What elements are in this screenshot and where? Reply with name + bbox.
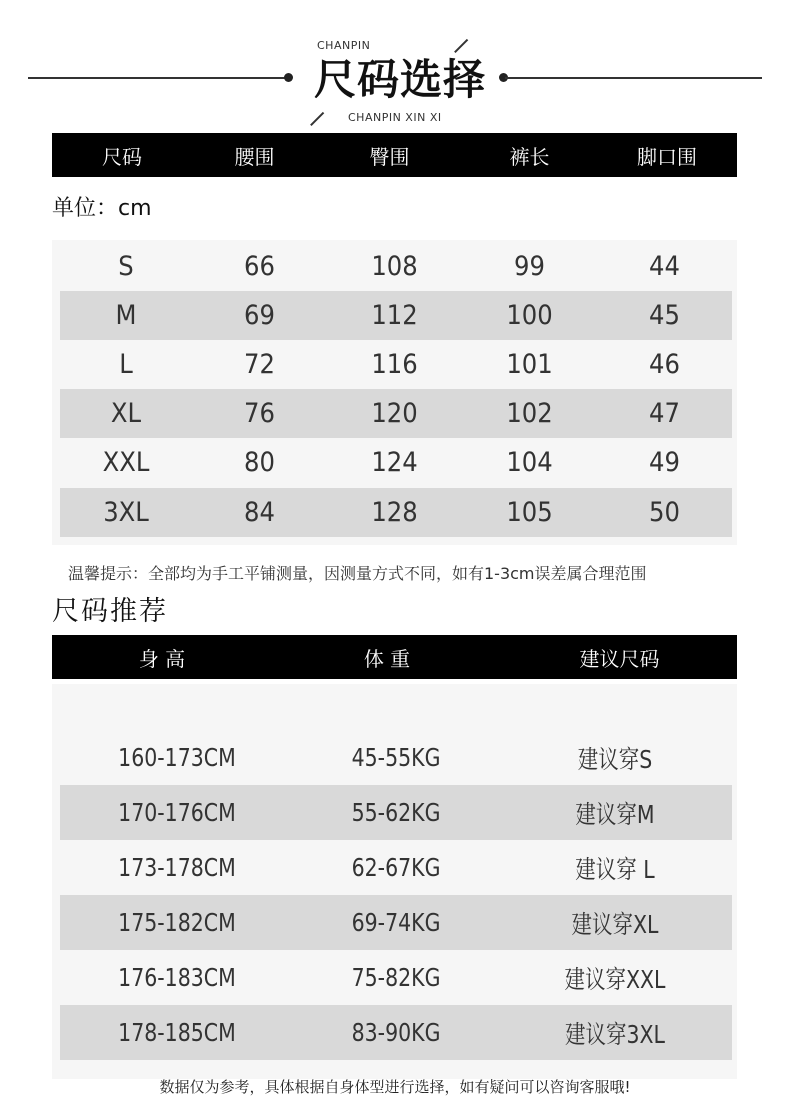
footer-note: 数据仅为参考，具体根据自身体型进行选择，如有疑问可以咨询客服哦! [159, 1078, 631, 1096]
cell-size: S [118, 251, 134, 282]
cell-height: 176-183CM [118, 963, 236, 992]
cell-size: M [115, 300, 137, 331]
cell-length: 101 [506, 349, 553, 380]
cell-size: XL [110, 398, 142, 429]
header-length: 裤长 [509, 144, 550, 169]
table-row [60, 895, 732, 950]
table-row [60, 389, 732, 438]
header-waist: 腰围 [234, 144, 275, 169]
table-row [60, 840, 732, 895]
title-slash-bottom [310, 112, 324, 126]
cell-waist: 76 [244, 398, 275, 429]
cell-hip: 112 [371, 300, 418, 331]
cell-height: 160-173CM [118, 743, 236, 772]
cell-size: L [119, 349, 133, 380]
cell-suggested-size: 建议穿M [575, 799, 655, 829]
cell-weight: 55-62KG [351, 798, 441, 827]
title-slash-top [454, 39, 468, 53]
title-dot-left [284, 73, 293, 82]
cell-height: 173-178CM [118, 853, 236, 882]
cell-height: 175-182CM [118, 908, 236, 937]
size-table-body [52, 240, 737, 545]
recommend-title: 尺码推荐 [52, 596, 168, 627]
cell-waist: 69 [244, 300, 275, 331]
cell-length: 102 [506, 398, 553, 429]
header-hem: 脚口围 [637, 144, 697, 169]
cell-waist: 66 [244, 251, 275, 282]
cell-suggested-size: 建议穿3XL [565, 1019, 666, 1049]
cell-waist: 80 [244, 447, 275, 478]
title-block [0, 0, 790, 130]
recommend-table-body [52, 684, 737, 1079]
table-row [60, 291, 732, 340]
cell-size: XXL [102, 447, 150, 478]
table-row [60, 340, 732, 389]
cell-height: 178-185CM [118, 1018, 236, 1047]
table-row [60, 785, 732, 840]
cell-length: 99 [514, 251, 545, 282]
cell-hem: 44 [649, 251, 680, 282]
cell-weight: 62-67KG [351, 853, 441, 882]
table-row [60, 438, 732, 487]
cell-weight: 69-74KG [351, 908, 441, 937]
cell-hip: 120 [371, 398, 418, 429]
cell-length: 100 [506, 300, 553, 331]
cell-hem: 50 [649, 497, 680, 528]
cell-hip: 116 [371, 349, 418, 380]
cell-weight: 83-90KG [351, 1018, 441, 1047]
table-row [60, 730, 732, 785]
header-hip: 臀围 [369, 144, 410, 169]
title-subtitle-bottom: CHANPIN XIN XI [348, 111, 442, 124]
cell-hip: 128 [371, 497, 418, 528]
measurement-note: 温馨提示：全部均为手工平铺测量，因测量方式不同，如有1-3cm误差属合理范围 [68, 564, 647, 583]
cell-waist: 84 [244, 497, 275, 528]
cell-hem: 49 [649, 447, 680, 478]
cell-suggested-size: 建议穿XXL [564, 964, 666, 994]
table-row [60, 242, 732, 291]
cell-hem: 45 [649, 300, 680, 331]
cell-hem: 46 [649, 349, 680, 380]
header-weight: 体 重 [363, 646, 411, 671]
page-title: 尺码选择 [313, 55, 486, 104]
cell-suggested-size: 建议穿 L [575, 854, 655, 884]
cell-size: 3XL [103, 497, 149, 528]
cell-hip: 108 [371, 251, 418, 282]
header-size: 尺码 [102, 144, 142, 169]
cell-weight: 45-55KG [351, 743, 441, 772]
table-row [60, 488, 732, 537]
cell-height: 170-176CM [118, 798, 236, 827]
cell-length: 105 [506, 497, 553, 528]
cell-length: 104 [506, 447, 553, 478]
table-row [60, 1005, 732, 1060]
size-table-header [52, 133, 737, 177]
unit-label: 单位：cm [52, 196, 152, 221]
title-subtitle-top: CHANPIN [317, 39, 371, 52]
cell-hem: 47 [649, 398, 680, 429]
cell-weight: 75-82KG [351, 963, 441, 992]
title-divider-right [505, 77, 762, 79]
cell-hip: 124 [371, 447, 418, 478]
table-row [60, 950, 732, 1005]
header-suggested-size: 建议尺码 [579, 646, 660, 671]
title-divider-left [28, 77, 286, 79]
cell-suggested-size: 建议穿XL [571, 909, 659, 939]
header-height: 身 高 [138, 646, 186, 671]
cell-waist: 72 [244, 349, 275, 380]
recommend-table-header [52, 635, 737, 679]
cell-suggested-size: 建议穿S [577, 744, 653, 774]
